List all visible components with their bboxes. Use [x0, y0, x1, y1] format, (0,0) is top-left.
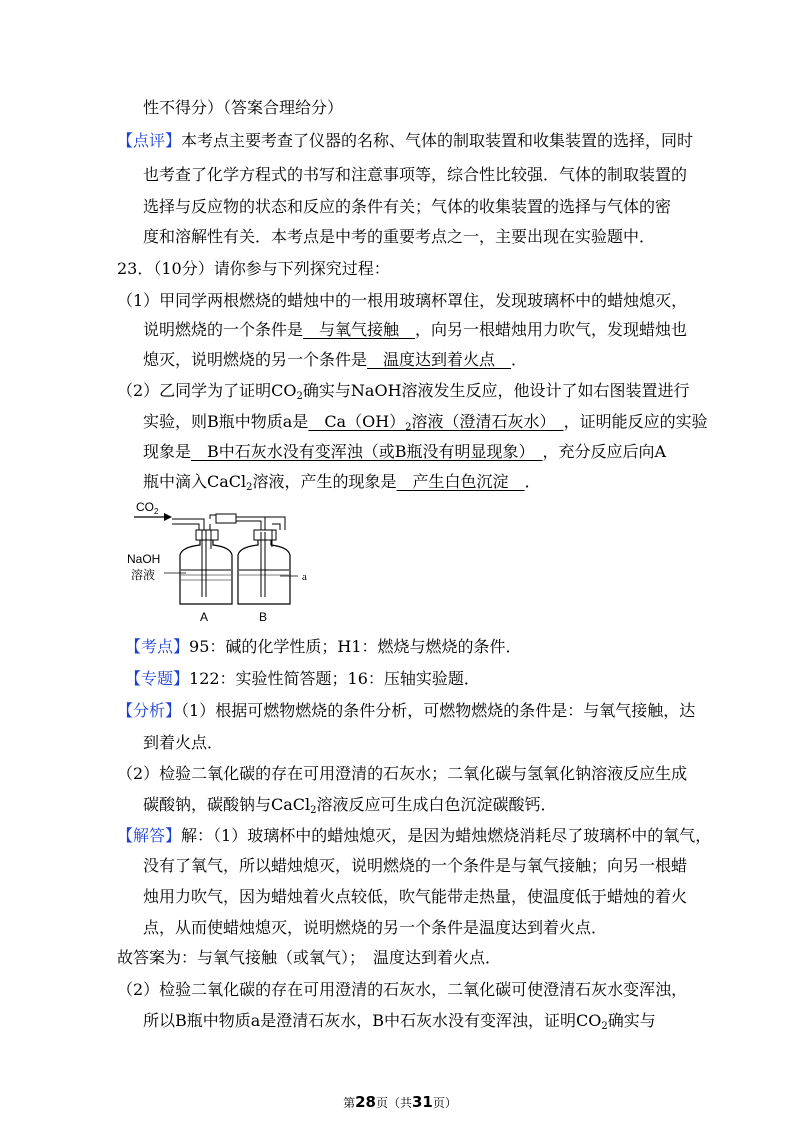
text-line: （2）乙同学为了证明$CO_2$确实与NaOH溶液发生反应，他设计了如右图装置进行 [117, 381, 690, 402]
comment-tag: 【点评】 [117, 131, 182, 150]
text-line: 实验，则B瓶中物质a是 $Ca(OH)_2$溶液（澄清石灰水） ，证明能反应的实验 [143, 412, 708, 433]
text-line: 点，从而使蜡烛熄灭，说明燃烧的另一个条件是温度达到着火点． [143, 918, 608, 937]
arrow-head-icon [164, 513, 172, 521]
text-line: 选择与反应物的状态和反应的条件有关；气体的收集装置的选择与气体的密 [143, 197, 672, 216]
question-heading: 23．（10分）请你参与下列探究过程： [117, 259, 390, 278]
apparatus-diagram [120, 497, 320, 625]
text-line: 现象是 B中石灰水没有变浑浊（或B瓶没有明显现象） ，充分反应后向A [143, 442, 667, 461]
text-line: 碳酸钠，碳酸钠与CaCl$_2$溶液反应可生成白色沉淀碳酸钙． [143, 795, 557, 816]
text-line: 到着火点． [143, 733, 224, 752]
zhuanti-line: 【专题】122：实验性简答题；16：压轴实验题． [125, 669, 480, 688]
answer-blank: 与氧气接触 [303, 320, 416, 339]
stopper-a [196, 530, 218, 540]
answer-blank: 温度达到着火点 [367, 350, 512, 369]
comment-line: 【点评】本考点主要考查了仪器的名称、气体的制取装置和收集装置的选择，同时 [117, 131, 694, 150]
text-line: （2）检验二氧化碳的存在可用澄清的石灰水，二氧化碳可使澄清石灰水变浑浊， [117, 980, 688, 999]
answer-blank: 产生白色沉淀 [396, 472, 525, 491]
bottle-b-label: B [259, 610, 268, 624]
tube-connector [172, 519, 204, 530]
text-line: 瓶中滴入CaCl$_2$溶液，产生的现象是 产生白色沉淀 ． [143, 472, 541, 493]
text-line: 没有了氧气，所以蜡烛熄灭，说明燃烧的一个条件是与氧气接触；向另一根蜡 [143, 856, 688, 875]
text-line: （1）甲同学两根燃烧的蜡烛中的一根用玻璃杯罩住，发现玻璃杯中的蜡烛熄灭， [117, 291, 688, 310]
label-a: a [302, 571, 307, 583]
text-line: 故答案为：与氧气接触（或氧气）； 温度达到着火点． [117, 948, 502, 967]
co2-label: $CO_2$ [136, 500, 159, 516]
text-line: 说明燃烧的一个条件是 与氧气接触 ，向另一根蜡烛用力吹气，发现蜡烛也 [143, 320, 688, 339]
answer-blank: B中石灰水没有变浑浊（或B瓶没有明显现象） [191, 442, 543, 461]
page-footer: 第28页（共31页） [343, 1093, 457, 1111]
page-total: 31 [412, 1093, 433, 1111]
text-line: （2）检验二氧化碳的存在可用澄清的石灰水；二氧化碳与氢氧化钠溶液反应生成 [117, 764, 688, 783]
text-line: 也考查了化学方程式的书写和注意事项等，综合性比较强．气体的制取装置的 [143, 165, 688, 184]
jieda-tag: 【解答】 [117, 826, 182, 845]
naoh-label: 溶液 [131, 568, 156, 582]
naoh-label: NaOH [127, 552, 161, 566]
fenxi-tag: 【分析】 [117, 701, 182, 720]
text-line: 性不得分）（答案合理给分） [143, 98, 344, 117]
zhuanti-tag: 【专题】 [125, 669, 190, 688]
answer-blank: $Ca(OH)_2$溶液（澄清石灰水） [308, 412, 564, 433]
page-number: 28 [355, 1093, 376, 1111]
fenxi-line: 【分析】（1）根据可燃物燃烧的条件分析，可燃物燃烧的条件是：与氧气接触，达 [117, 701, 696, 720]
kaodian-line: 【考点】95：碱的化学性质；H1：燃烧与燃烧的条件． [125, 637, 522, 656]
text-line: 熄灭，说明燃烧的另一个条件是 温度达到着火点 ． [143, 350, 528, 369]
text-line: 烛用力吹气，因为蜡烛着火点较低，吹气能带走热量，使温度低于蜡烛的着火 [143, 887, 688, 906]
tube-connector [210, 515, 216, 530]
bottle-b [238, 540, 290, 604]
jieda-line: 【解答】解：（1）玻璃杯中的蜡烛熄灭，是因为蜡烛燃烧消耗尽了玻璃杯中的氧气， [117, 826, 712, 845]
text-line: 所以B瓶中物质a是澄清石灰水，B中石灰水没有变浑浊，证明$CO_2$确实与 [143, 1011, 656, 1032]
kaodian-tag: 【考点】 [125, 637, 190, 656]
bottle-a-label: A [200, 610, 209, 624]
text-line: 度和溶解性有关．本考点是中考的重要考点之一，主要出现在实验题中． [143, 227, 656, 246]
rubber-joint [216, 514, 236, 523]
